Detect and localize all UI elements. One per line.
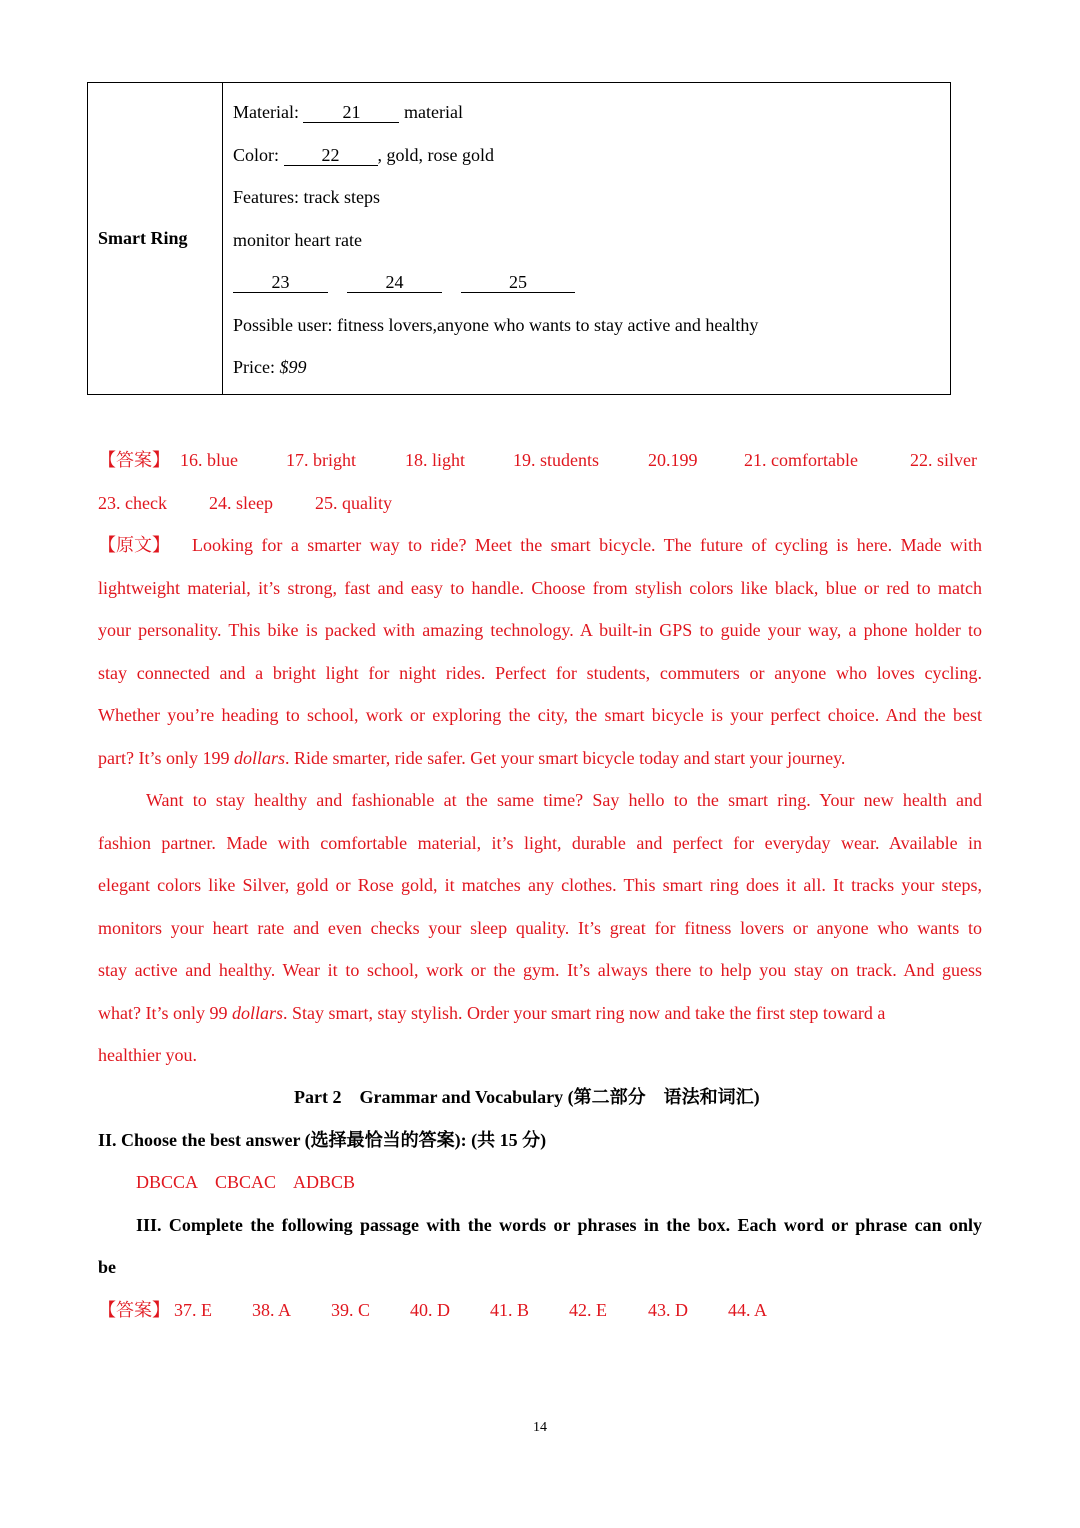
part2-heading: Part 2 Grammar and Vocabulary (第二部分 语法和词汇) xyxy=(294,1087,760,1107)
answer-item: 20.199 xyxy=(648,450,698,470)
transcript-line: Looking for a smarter way to ride? Meet the smart bicycle. The future of cycling is here. Made with xyxy=(192,535,982,555)
price-value: $99 xyxy=(279,357,307,377)
transcript-line: elegant colors like Silver, gold or Rose gold, it matches any clothes. This smart ring does it all. It tracks your steps, xyxy=(98,875,982,895)
blank-21: 21 xyxy=(303,102,399,123)
color-prefix: Color: xyxy=(233,145,284,165)
answer-item: 43. D xyxy=(648,1300,688,1320)
blank-24: 24 xyxy=(347,272,442,293)
section3-heading: III. Complete the following passage with the words or phrases in the box. Each word or phrase can only xyxy=(136,1215,982,1235)
material-prefix: Material: xyxy=(233,102,304,122)
text-span: what? It’s only 99 xyxy=(98,1003,232,1023)
material-row xyxy=(233,100,463,124)
answer-item: 17. bright xyxy=(286,450,356,470)
answer-item: 21. comfortable xyxy=(744,450,858,470)
transcript-line xyxy=(98,746,845,770)
section2-answers: DBCCA CBCAC ADBCB xyxy=(136,1172,356,1192)
blank-25: 25 xyxy=(461,272,575,293)
heart-rate-row: monitor heart rate xyxy=(233,230,362,250)
smart-ring-label: Smart Ring xyxy=(98,228,188,248)
answer-item: 16. blue xyxy=(180,450,238,470)
answer-item: 39. C xyxy=(331,1300,371,1320)
answer-item: 25. quality xyxy=(315,493,392,513)
color-suffix: , gold, rose gold xyxy=(377,145,495,165)
transcript-line: monitors your heart rate and even checks your sleep quality. It’s great for fitness lovers or anyone who wants to xyxy=(98,918,982,938)
price-row xyxy=(233,355,307,379)
answer-item: 23. check xyxy=(98,493,167,513)
answer-item: 40. D xyxy=(410,1300,450,1320)
page-number: 14 xyxy=(533,1420,547,1435)
answer-item: 24. sleep xyxy=(209,493,273,513)
italic-dollars: dollars xyxy=(231,1003,283,1023)
answer-item: 37. E xyxy=(174,1300,212,1320)
transcript-line: Whether you’re heading to school, work or exploring the city, the smart bicycle is your perfect choice. And the best xyxy=(98,705,982,725)
price-prefix: Price: xyxy=(233,357,280,377)
text-span: . Ride smarter, ride safer. Get your smart bicycle today and start your journey. xyxy=(285,748,846,768)
answer-item: 42. E xyxy=(569,1300,607,1320)
blank-22: 22 xyxy=(284,145,378,166)
smart-ring-table xyxy=(87,82,951,395)
color-row xyxy=(233,143,494,167)
answer-item: 19. students xyxy=(513,450,600,470)
answer-item: 44. A xyxy=(728,1300,768,1320)
transcript-tag: 【原文】 xyxy=(98,535,170,555)
transcript-line: stay connected and a bright light for night rides. Perfect for students, commuters or anyone who loves cycling. xyxy=(98,663,982,683)
answer-item: 18. light xyxy=(405,450,466,470)
transcript-line: your personality. This bike is packed with amazing technology. A built-in GPS to guide your way, a phone holder to xyxy=(98,620,982,640)
transcript-line: stay active and healthy. Wear it to school, work or the gym. It’s always there to help you stay on track. And guess xyxy=(98,960,982,980)
text-span xyxy=(98,1001,885,1025)
answer-item: 41. B xyxy=(490,1300,530,1320)
blanks-row xyxy=(233,270,575,294)
transcript-line: fashion partner. Made with comfortable material, it’s light, durable and perfect for everyday wear. Available in xyxy=(98,833,982,853)
answer-tag: 【答案】 xyxy=(98,450,170,470)
features-row: Features: track steps xyxy=(233,187,380,207)
answer-item: 22. silver xyxy=(910,450,977,470)
section2-heading: II. Choose the best answer (选择最恰当的答案): (共 15 分) xyxy=(98,1130,547,1150)
blank-23: 23 xyxy=(233,272,328,293)
possible-user-row: Possible user: fitness lovers,anyone who wants to stay active and healthy xyxy=(233,315,759,335)
text-span: . Stay smart, stay stylish. Order your smart ring now and take the first step toward a xyxy=(283,1003,886,1023)
answer-item: 38. A xyxy=(252,1300,292,1320)
table-label-cell xyxy=(88,83,223,394)
transcript-line: lightweight material, it’s strong, fast and easy to handle. Choose from stylish colors like black, blue or red to match xyxy=(98,578,982,598)
transcript-line: healthier you. xyxy=(98,1045,197,1065)
italic-dollars: dollars xyxy=(233,748,285,768)
transcript-line xyxy=(98,1001,982,1025)
section3-heading-cont: be xyxy=(98,1257,116,1277)
material-suffix: material xyxy=(399,102,463,122)
transcript-line: Want to stay healthy and fashionable at the same time? Say hello to the smart ring. Your new health and xyxy=(146,790,982,810)
answer-tag: 【答案】 xyxy=(98,1300,170,1320)
text-span: part? It’s only 199 xyxy=(98,748,234,768)
